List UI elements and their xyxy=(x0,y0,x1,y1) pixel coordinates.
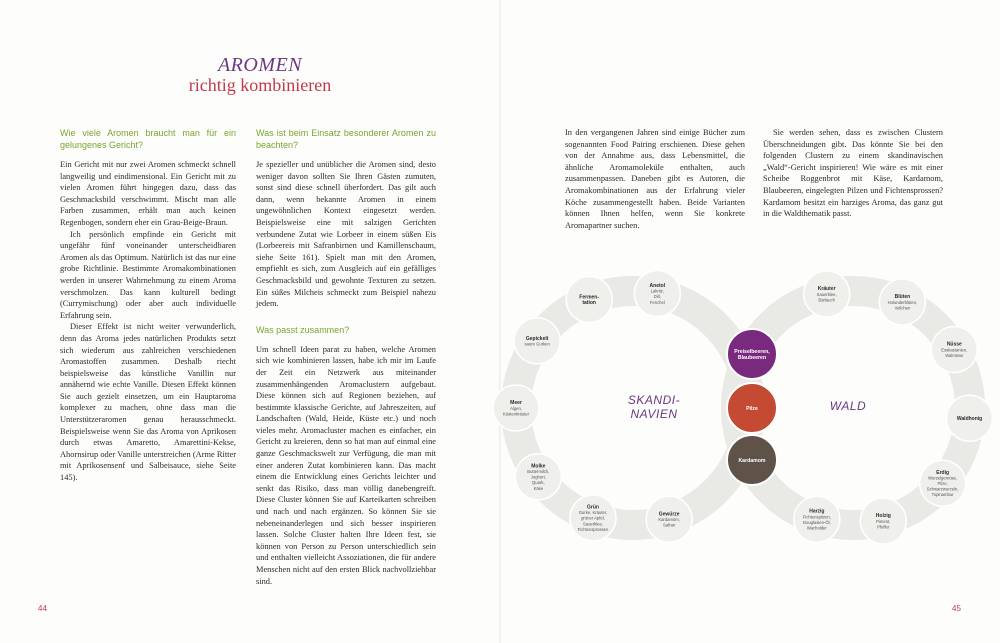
shared-node-label: Kardamom xyxy=(738,458,766,464)
node-subtitle: Safran xyxy=(662,522,676,528)
paragraph: Sie werden sehen, dass es zwischen Clustern Überschneidungen gibt. Das könnte Sie bei den folgenden Clustern zu einem skandinavischen „Wald“-Gericht inspirieren! Wie wäre es mit einer Scheibe Roggenbrot mit Käse, Kardamom, Blaubeeren, eingelegten Pilzen und Fichtensprossen? Kardamom besitzt ein harziges Aroma, das ganz gut in die Waldthematik passt. xyxy=(763,128,943,219)
node-subtitle: Gurke, Kräuter, xyxy=(578,510,608,516)
paragraph: Ein Gericht mit nur zwei Aromen schmeckt schnell langweilig und eindimensional. Ein Gericht mit zu vielen Aromen führt hingegen dazu, dass das Geschmacksbild verschwimmt. Mischt man alle Farben zusammen, erhält man auch keinen Regenbogen, sondern eher ein Grau-Beige-Braun. xyxy=(60,160,236,227)
node-subtitle: Fenchel xyxy=(649,299,665,305)
node-subtitle: Kardamom, xyxy=(658,517,680,523)
node-title: tation xyxy=(582,300,596,307)
title-line-kombinieren: richtig kombinieren xyxy=(188,75,332,95)
node-title: Blüten xyxy=(894,294,911,301)
node-title: Grün xyxy=(587,504,599,511)
node-subtitle: Piment, xyxy=(876,518,891,524)
node-title: Nüsse xyxy=(946,341,962,348)
node-subtitle: Sauerklee, xyxy=(582,521,603,527)
paragraph: Ich persönlich empfinde ein Gericht mit ungefähr fünf voneinander unterscheidbaren Aromen als das Optimum. Natürlich ist das nur eine grobe Richtlinie. Bestimmte Aromakombinationen werden in unserer Wahrnehmung zu einem Aroma verschmolzen. Das kann kulturell bedingt (Currymischung) oder aber auch individuelle Erfahrung sein. xyxy=(60,229,236,320)
cluster-label-skandinavien: NAVIEN xyxy=(630,407,678,421)
page-number-right: 45 xyxy=(952,604,961,613)
node-subtitle: grüner Apfel, xyxy=(581,515,605,521)
node-title: Fermen- xyxy=(579,294,600,301)
node-subtitle: Fichtensprossen xyxy=(577,526,609,532)
shared-node-label: Pilze xyxy=(746,406,758,412)
node-subtitle: Fichtenspitzen, xyxy=(802,514,831,520)
node-subtitle: Wacholder xyxy=(806,525,827,531)
node-title: Anetol xyxy=(649,282,666,289)
paragraph: In den vergangenen Jahren sind einige Bücher zum sogenannten Food Pairing erschienen. Diese gehen von der Annahme aus, dass Lebensmittel, die ähnliche Aromamoleküle enthalten, auch zusammenpassen. Daneben gibt es Autoren, die Aromakombinationen aus der Erfahrung vieler Köche zusammengestellt haben. Beide Varianten können Ihnen helfen, wenn Sie konkrete Aromapartner suchen. xyxy=(565,128,745,230)
heading-what-fits-together: Was passt zusammen? xyxy=(256,324,350,335)
node-subtitle: Topinambur xyxy=(931,492,954,498)
shared-node-label: Blaubeeren xyxy=(737,355,767,361)
node-subtitle: Wurzelgemüse, xyxy=(928,475,958,481)
node-title: Erdig xyxy=(936,469,950,476)
page-number-left: 44 xyxy=(38,604,47,613)
heading-how-many-aromas: Wie viele Aromen braucht man für ein gelungenes Gericht? xyxy=(60,128,236,150)
node-subtitle: Esskastanien, xyxy=(941,347,968,353)
node-subtitle: Pfeffer xyxy=(877,524,890,530)
node-title: Waldhonig xyxy=(956,415,983,422)
node-subtitle: Lakritz, xyxy=(650,288,665,294)
node-subtitle: Joghurt, xyxy=(530,474,546,480)
cluster-label-skandinavien: SKANDI- xyxy=(627,393,681,407)
node-title: Gepickelt xyxy=(525,335,549,342)
node-title: Kräuter xyxy=(817,286,836,293)
node-title: Meer xyxy=(510,400,522,407)
node-title: Molke xyxy=(531,463,546,470)
paragraph: Um schnell Ideen parat zu haben, welche Aromen sich wie kombinieren lassen, habe ich mir im Laufe der Zeit ein Netzwerk aus miteinander zusammenhängenden Aromaclustern aufgebaut. Diese können sich auf Regionen beziehen, auf bestimmte klassische Gerichte, auf Jahreszeiten, auf Landschaften (Wald, Heide, Küste etc.) und noch vieles mehr. Aromacluster machen es einfacher, ein Gericht zu kreieren, denn so hat man auf einmal eine ganze Geschmackswelt zur Verfügung, die man mit einer anderen Zutat kombinieren kann. Das macht einem die Entwicklung eines Gerichts leichter und senkt das Risiko, dass man völlig danebengreift. Diese Cluster können Sie auf Karteikarten schreiben und nach und nach ergänzen. So können Sie sie nebeneinanderlegen und sich besser inspirieren lassen. Solche Cluster halten Ihre Ideen fest, sie können von Person zu Person unterschiedlich sein und enthalten vielleicht Assoziationen, die für andere Menschen nicht auf den ersten Blick nachvollziehbar sind. xyxy=(256,344,436,586)
node-subtitle: Buttermilch, xyxy=(527,468,550,474)
node-subtitle: Walnüsse xyxy=(945,352,964,358)
cluster-label-wald: WALD xyxy=(829,399,867,413)
node-subtitle: Küstenkräuter xyxy=(502,411,530,417)
node-subtitle: Quark, xyxy=(532,480,545,486)
node-subtitle: Pilze, xyxy=(937,481,948,487)
heading-special-aromas: Was ist beim Einsatz besonderer Aromen zu beachten? xyxy=(256,128,436,150)
node-subtitle: Bärlauch xyxy=(818,297,835,303)
node-subtitle: Douglasien-Öl, xyxy=(802,519,831,525)
paragraph: Dieser Effekt ist nicht weiter verwunderlich, denn das Aroma jedes natürlichen Produkts setzt sich wiederum aus zahlreichen verschiedenen Aromastoffen zusammen. Deshalb riecht beispielsweise das künstliche Vanillin nur annähernd wie echte Vanille. Diesen Effekt können Sie auch gezielt einsetzen, um ein Hauptaroma komplexer zu machen, ohne dass man die Unterstützeraromen genau herausschmeckt. Beispielsweise wenn Sie das Aroma von Aprikosen durch etwas Amaretto, Amarettini-Kekse, Ahornsirup oder Vanille unterstreichen (Arme Ritter mit Aprikosensenf und Salbeisauce, siehe Seite 145). xyxy=(60,322,236,483)
node-title: Harzig xyxy=(809,508,825,515)
shared-node-label: Preiselbeeren, xyxy=(734,349,770,355)
node-subtitle: Algen, xyxy=(510,405,522,411)
node-subtitle: Käse xyxy=(533,485,544,491)
node-subtitle: Veilchen xyxy=(894,305,911,311)
node-title: Gewürze xyxy=(658,511,680,518)
node-subtitle: Schwarzwurzeln, xyxy=(926,486,959,492)
node-subtitle: saure Gurken xyxy=(524,341,550,347)
node-title: Holzig xyxy=(875,513,891,520)
node-subtitle: Dill, xyxy=(653,294,661,300)
title-line-aromen: AROMEN xyxy=(217,54,303,76)
node-subtitle: Holunderblüten, xyxy=(887,299,918,305)
node-subtitle: Sauerklee, xyxy=(816,291,837,297)
paragraph: Je spezieller und unüblicher die Aromen sind, desto weniger davon sollten Sie Ihren Gästen zumuten, sonst sind diese schnell überfordert. Das gilt auch dann, wenn bekannte Aromen in einem ungewöhnlichen Kontext eingesetzt werden. Beispielsweise eine mit salzigen Gerichten verbundene Zutat wie Lorbeer in einem süßen Eis (Lorbeereis mit Safranbirnen und Kamillenschaum, siehe Seite 161). Spielt man mit den Aromen, empfiehlt es sich, zum Ausgleich auf ein gefälliges Geschmacksbild und gewohnte Texturen zu setzen. Ein süßes Milcheis schmeckt zum Beispiel nahezu jedem. xyxy=(256,160,436,309)
